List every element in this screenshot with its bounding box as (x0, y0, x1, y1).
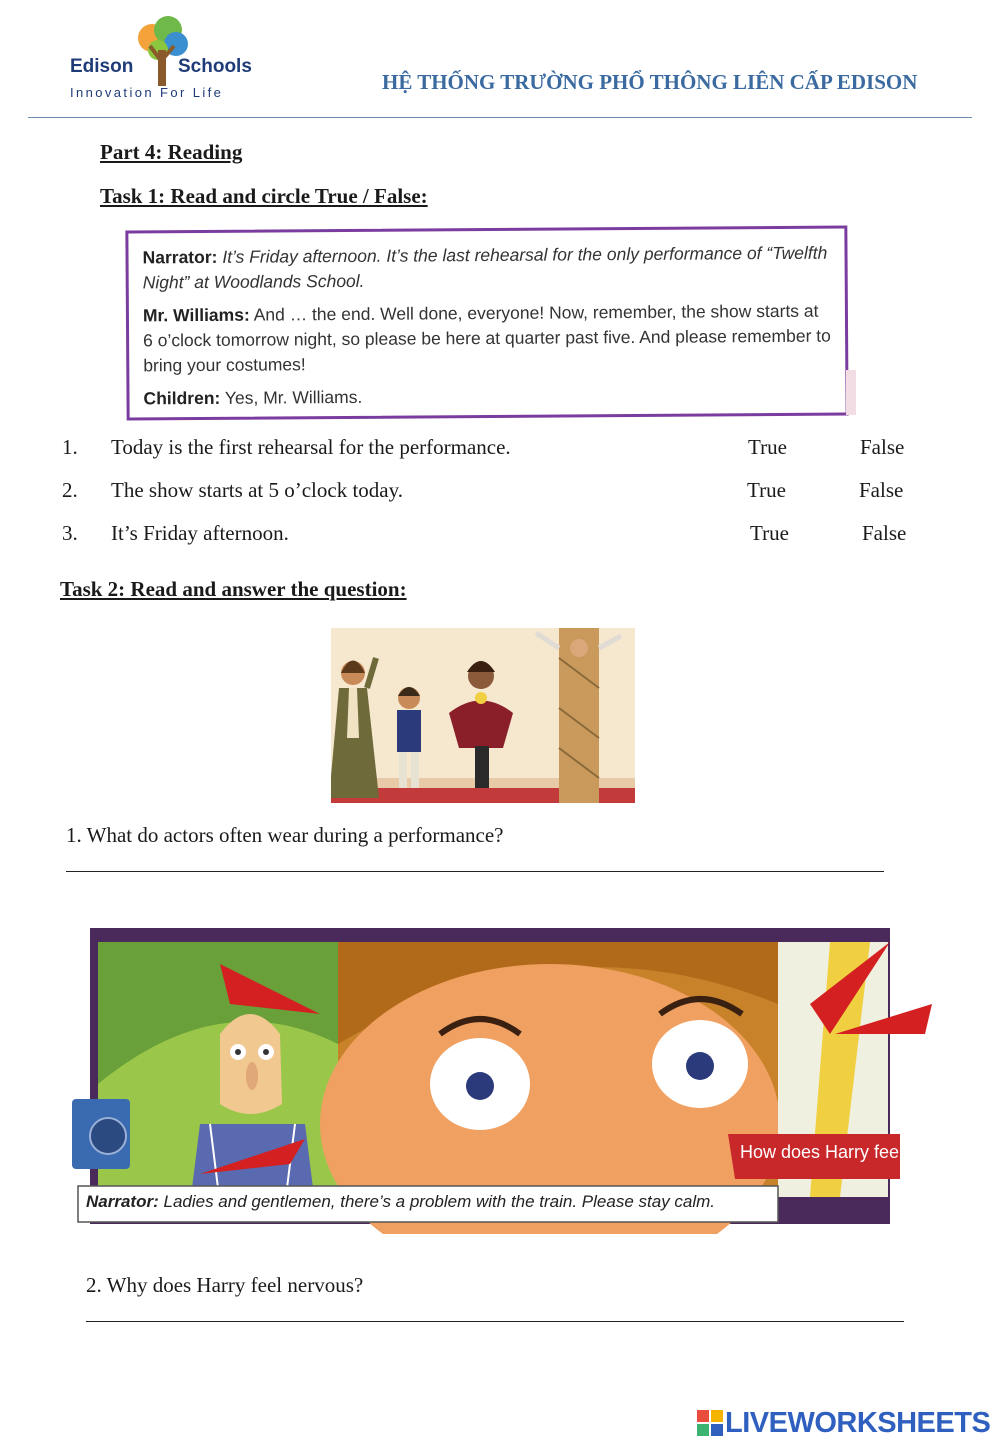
caption-line: Ladies and gentlemen, there’s a problem with the train. Please stay calm. (163, 1192, 716, 1211)
question-statement: The show starts at 5 o’clock today. (111, 478, 403, 502)
caption-speaker: Narrator: (86, 1192, 159, 1211)
comic-tag: How does Harry feel? (740, 1142, 914, 1162)
question-statement: Today is the first rehearsal for the performance. (111, 435, 511, 459)
true-option[interactable]: True (750, 521, 789, 545)
true-option[interactable]: True (747, 478, 786, 502)
dialogue-speaker: Children: (143, 387, 221, 409)
comic-caption (86, 1192, 715, 1212)
task1-title: Task 1: Read and circle True / False: (100, 184, 428, 208)
false-option[interactable]: False (862, 521, 907, 545)
tf-question-row (60, 521, 940, 551)
dialogue-text: And … the end. Well done, everyone! Now, remember, the show starts at 6 o’clock tomorrow night, so please be here at quarter past five. And please remember to bring your costumes! (143, 300, 831, 376)
dialogue-text: Yes, Mr. Williams. (224, 386, 363, 408)
liveworksheets-icon (697, 1410, 723, 1436)
question-statement: It’s Friday afternoon. (111, 521, 289, 545)
school-logo (62, 10, 262, 102)
dialogue-line (143, 299, 832, 379)
dialogue-line (143, 382, 831, 412)
task2-title: Task 2: Read and answer the question: (60, 577, 407, 601)
tf-question-row (60, 478, 940, 508)
dialogue-speaker: Narrator: (142, 246, 218, 268)
decorative-strip (846, 370, 856, 415)
tf-question-row (60, 435, 940, 465)
comic-illustration (70, 924, 936, 1234)
system-title: HỆ THỐNG TRƯỜNG PHỔ THÔNG LIÊN CẤP EDISON (382, 70, 918, 94)
true-option[interactable]: True (748, 435, 787, 459)
header-divider (28, 117, 972, 118)
answer-input-2[interactable] (86, 1293, 904, 1319)
question-number: 2. (62, 478, 78, 502)
logo-tagline: Innovation For Life (70, 85, 224, 100)
dialogue-speaker: Mr. Williams: (142, 304, 250, 326)
dialogue-box (125, 225, 848, 420)
part-title: Part 4: Reading (100, 140, 243, 164)
question-1: 1. What do actors often wear during a performance? (66, 823, 504, 847)
liveworksheets-text: LIVEWORKSHEETS (725, 1406, 991, 1439)
false-option[interactable]: False (859, 478, 904, 502)
logo-right-text: Schools (178, 56, 252, 77)
tree-logo-icon (122, 10, 202, 90)
logo-left-text: Edison (70, 56, 134, 77)
false-option[interactable]: False (860, 435, 905, 459)
dialogue-text: It’s Friday afternoon. It’s the last rehearsal for the only performance of “Twelfth Night” at Woodlands School. (142, 242, 828, 293)
liveworksheets-logo (697, 1406, 990, 1440)
dialogue-line (142, 241, 830, 296)
answer-line-1 (66, 870, 884, 872)
answer-input-1[interactable] (66, 843, 884, 869)
question-number: 3. (62, 521, 78, 545)
question-number: 1. (62, 435, 78, 459)
actors-illustration (331, 628, 635, 803)
answer-line-2 (86, 1320, 904, 1322)
question-2: 2. Why does Harry feel nervous? (86, 1273, 364, 1297)
